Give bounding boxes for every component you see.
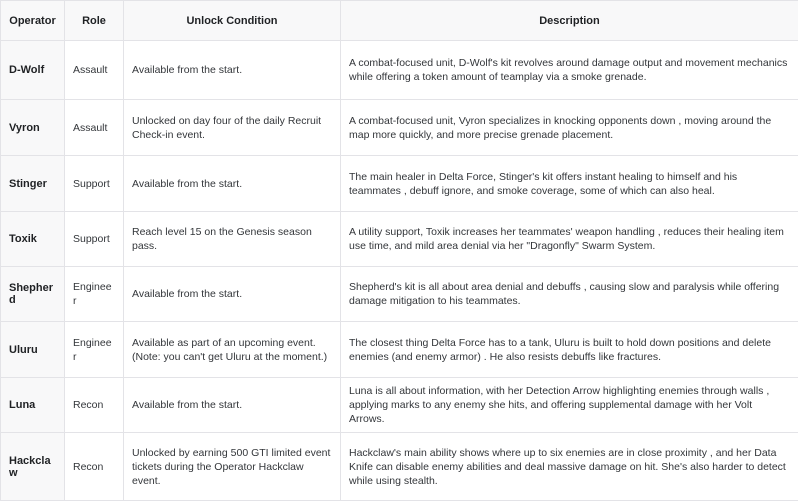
table-row xyxy=(1,322,798,378)
unlock-cell: Available from the start. xyxy=(124,156,341,212)
role-cell: Support xyxy=(65,156,124,212)
unlock-cell: Reach level 15 on the Genesis season pass. xyxy=(124,212,341,267)
column-header-description: Description xyxy=(341,1,798,41)
description-cell: Luna is all about information, with her Detection Arrow highlighting enemies through walls , applying marks to any enemy she hits, and offering supplemental damage with her Volt Arrows. xyxy=(341,378,798,433)
operator-cell: Shepherd xyxy=(1,267,65,322)
role-cell: Assault xyxy=(65,100,124,156)
header-row xyxy=(1,1,798,41)
operator-cell: Stinger xyxy=(1,156,65,212)
description-cell: Hackclaw's main ability shows where up to six enemies are in close proximity , and her Data Knife can disable enemy abilities and deal massive damage on hit. She's also harder to detect while using stealth. xyxy=(341,433,798,501)
description-cell: The closest thing Delta Force has to a tank, Uluru is built to hold down positions and delete enemies (and enemy armor) . He also resists debuffs like fractures. xyxy=(341,322,798,378)
operator-cell: Luna xyxy=(1,378,65,433)
table-row xyxy=(1,433,798,501)
description-cell: The main healer in Delta Force, Stinger's kit offers instant healing to himself and his teammates , debuff ignore, and smoke coverage, some of which can also heal. xyxy=(341,156,798,212)
column-header-role: Role xyxy=(65,1,124,41)
table-row xyxy=(1,212,798,267)
unlock-cell: Unlocked by earning 500 GTI limited event tickets during the Operator Hackclaw event. xyxy=(124,433,341,501)
column-header-operator: Operator xyxy=(1,1,65,41)
unlock-cell: Available as part of an upcoming event. (Note: you can't get Uluru at the moment.) xyxy=(124,322,341,378)
role-cell: Engineer xyxy=(65,322,124,378)
description-cell: A utility support, Toxik increases her teammates' weapon handling , reduces their healing item use time, and mild area denial via her "Dragonfly" Swarm System. xyxy=(341,212,798,267)
operator-cell: Vyron xyxy=(1,100,65,156)
table-row xyxy=(1,156,798,212)
operator-cell: Uluru xyxy=(1,322,65,378)
column-header-unlock-condition: Unlock Condition xyxy=(124,1,341,41)
unlock-cell: Available from the start. xyxy=(124,378,341,433)
operator-cell: Toxik xyxy=(1,212,65,267)
description-cell: A combat-focused unit, Vyron specializes in knocking opponents down , moving around the map more quickly, and more precise grenade placement. xyxy=(341,100,798,156)
table-row xyxy=(1,267,798,322)
operator-cell: D-Wolf xyxy=(1,41,65,100)
description-cell: A combat-focused unit, D-Wolf's kit revolves around damage output and movement mechanics while offering a token amount of teamplay via a smoke grenade. xyxy=(341,41,798,100)
description-cell: Shepherd's kit is all about area denial and debuffs , causing slow and paralysis while offering damage mitigation to his teammates. xyxy=(341,267,798,322)
role-cell: Support xyxy=(65,212,124,267)
table-row xyxy=(1,41,798,100)
role-cell: Assault xyxy=(65,41,124,100)
table-row xyxy=(1,100,798,156)
unlock-cell: Unlocked on day four of the daily Recruit Check-in event. xyxy=(124,100,341,156)
operator-cell: Hackclaw xyxy=(1,433,65,501)
unlock-cell: Available from the start. xyxy=(124,267,341,322)
unlock-cell: Available from the start. xyxy=(124,41,341,100)
role-cell: Engineer xyxy=(65,267,124,322)
role-cell: Recon xyxy=(65,433,124,501)
table-row xyxy=(1,378,798,433)
role-cell: Recon xyxy=(65,378,124,433)
